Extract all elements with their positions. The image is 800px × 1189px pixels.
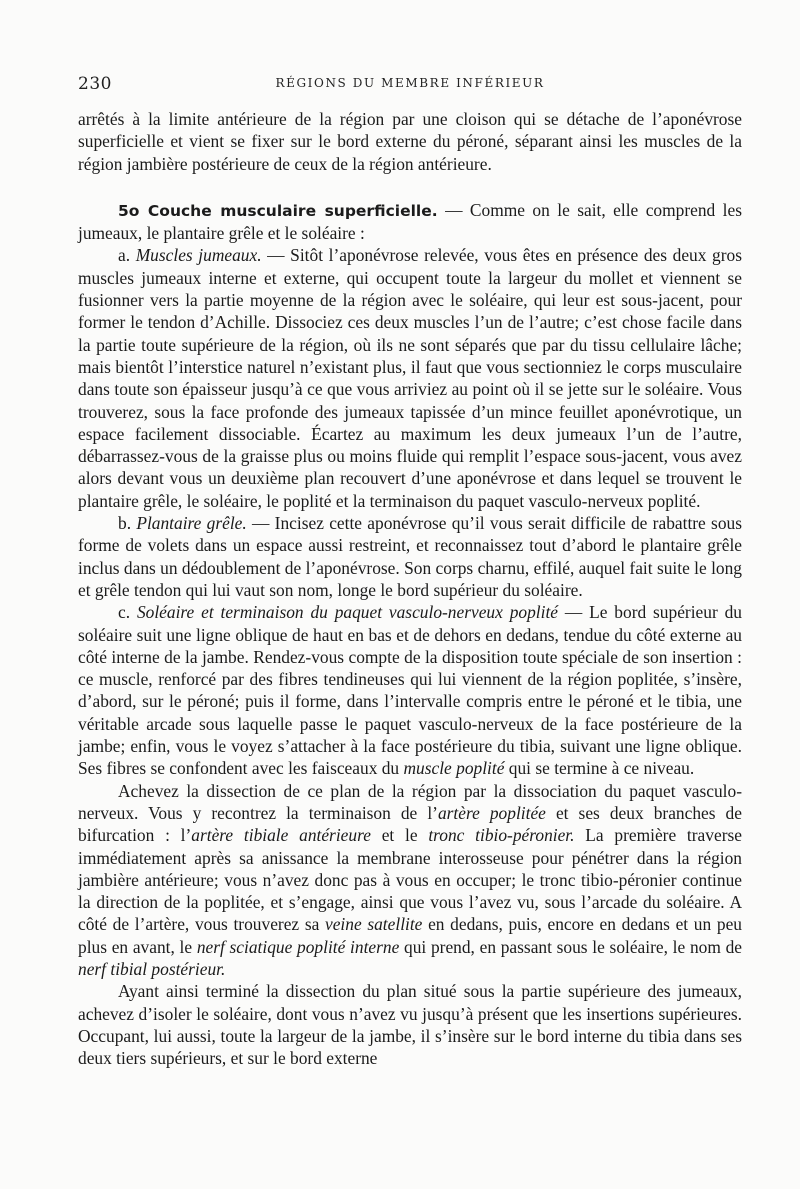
- term-tronc-tibio-peronier: tronc tibio-péronier.: [428, 825, 575, 846]
- paragraph-muscles-jumeaux: [78, 244, 742, 512]
- term-nerf-sciatique: nerf sciatique poplité interne: [196, 936, 400, 957]
- term-veine-satellite: veine satellite: [324, 914, 423, 935]
- page-number: 230: [78, 74, 112, 94]
- item-title-c: Soléaire et terminaison du paquet vasculo-nerveux poplité: [136, 602, 558, 623]
- item-text-a: — Sitôt l’aponévrose relevée, vous êtes en présence des deux gros muscles jumeaux interne et externe, qui occupent toute la largeur du mollet et viennent se fusionner vers la partie moyenne de la région avec le soléaire, qui leur est sous-jacent, pour former le tendon d’Achille. Dissociez ces deux muscles l’un de l’autre; c’est chose facile dans la partie toute supérieure de la région, où ils ne sont séparés que par du tissu cellulaire lâche; mais bientôt l’interstice naturel n’existant plus, il faut que vous sectionniez le corps musculaire dans toute son épaisseur jusqu’à ce que vous arriviez au point où il se jette sur le soléaire. Vous trouverez, sous la face profonde des jumeaux tapissée d’un mince feuillet aponévrotique, un espace facilement dissociable. Écartez au maximum les deux jumeaux l’un de l’autre, débarrassez-vous de la graisse plus ou moins fluide qui remplit l’espace sous-jacent, vous avez alors devant vous un deuxième plan recouvert d’une aponévrose et dans lequel se trouvent le plantaire grêle, le soléaire, le poplité et la terminaison du paquet vasculo-nerveux poplité.: [78, 245, 742, 511]
- paragraph-continuation: arrêtés à la limite antérieure de la région par une cloison qui se détache de l’aponévrose superficielle et vient se fixer sur le bord externe du péroné, séparant ainsi les muscles de la région jambière postérieure de ceux de la région antérieure.: [78, 109, 742, 174]
- item-text-c-2: qui se termine à ce niveau.: [504, 758, 695, 779]
- dissection-text-2: et ses deux branches de bifurcation : l’: [78, 802, 742, 846]
- dissection-text-5: en dedans, puis, encore en dedans et un peu plus en avant, le: [78, 914, 742, 957]
- term-muscle-poplite: muscle poplité: [403, 758, 505, 779]
- item-text-c-1: — Le bord supérieur du soléaire suit une ligne oblique de haut en bas et de dehors en dedans, tendue du côté externe au côté interne de la jambe. Rendez-vous compte de la disposition toute spéciale de son insertion : ce muscle, renforcé par des fibres tendineuses qui lui viennent de la région poplitée, s’insère, d’abord, sur le péroné; puis il forme, dans l’intervalle compris entre le péroné et le tibia, une véritable arcade sous laquelle passe le paquet vasculo-nerveux de la face postérieure de la jambe; enfin, vous le voyez s’attacher à la face postérieure du tibia, suivant une ligne oblique. Ses fibres se confondent avec les faisceaux du: [78, 602, 742, 779]
- paragraph-soleaire: [78, 601, 742, 779]
- dissection-text-1: Achevez la dissection de ce plan de la région par la dissociation du paquet vasculo-nerveux. Vous y recontrez la terminaison de l’: [78, 780, 742, 823]
- item-title-a: Muscles jumeaux.: [135, 245, 262, 266]
- section-intro-text: — Comme on le sait, elle comprend les jumeaux, le plantaire grêle et le soléaire :: [78, 199, 742, 244]
- term-artere-tibiale: artère tibiale antérieure: [191, 825, 371, 846]
- running-title: RÉGIONS DU MEMBRE INFÉRIEUR: [275, 76, 545, 90]
- term-nerf-tibial: nerf tibial postérieur.: [78, 958, 226, 979]
- dissection-text-4: La première traverse immédiatement après sa anissance la membrane interosseuse pour pénétrer dans la région jambière antérieure; vous n’avez donc pas à vous en occuper; le tronc tibio-péronier continue la direction de la poplitée, et s’engage, ainsi que vous l’avez vu, sous l’arcade du soléaire. A côté de l’artère, vous trouverez sa: [78, 825, 742, 935]
- item-text-b: — Incisez cette aponévrose qu’il vous serait difficile de rabattre sous forme de volets dans un espace aussi restreint, et reconnaissez tout d’abord le plantaire grêle inclus dans un dédoublement de l’aponévrose. Son corps charnu, effilé, auquel fait suite le long et grêle tendon qui lui vaut son nom, longe le bord supérieur du soléaire.: [78, 513, 742, 600]
- paragraph-plantaire-grele: [78, 512, 742, 601]
- section-spacing: [78, 175, 742, 199]
- term-artere-poplitee: artère poplitée: [437, 802, 546, 823]
- body-text: [78, 108, 742, 1069]
- page-header: [78, 74, 742, 96]
- paragraph-dissection: [78, 780, 742, 981]
- paragraph-section-5: [78, 199, 742, 245]
- section-heading: 5o Couche musculaire superficielle.: [118, 201, 438, 220]
- item-label-c: c.: [118, 602, 137, 623]
- item-label-a: a.: [118, 245, 136, 266]
- item-title-b: Plantaire grêle.: [136, 513, 247, 534]
- dissection-text-3: et le: [370, 825, 429, 846]
- paragraph-final: Ayant ainsi terminé la dissection du plan situé sous la partie supérieure des jumeaux, achevez d’isoler le soléaire, dont vous n’avez vu jusqu’à présent que les insertions supérieures. Occupant, lui aussi, toute la largeur de la jambe, il s’insère sur le bord interne du tibia dans ses deux tiers supérieurs, et sur le bord externe: [78, 981, 742, 1069]
- dissection-text-6: qui prend, en passant sous le soléaire, le nom de: [399, 936, 742, 957]
- item-label-b: b.: [118, 513, 137, 534]
